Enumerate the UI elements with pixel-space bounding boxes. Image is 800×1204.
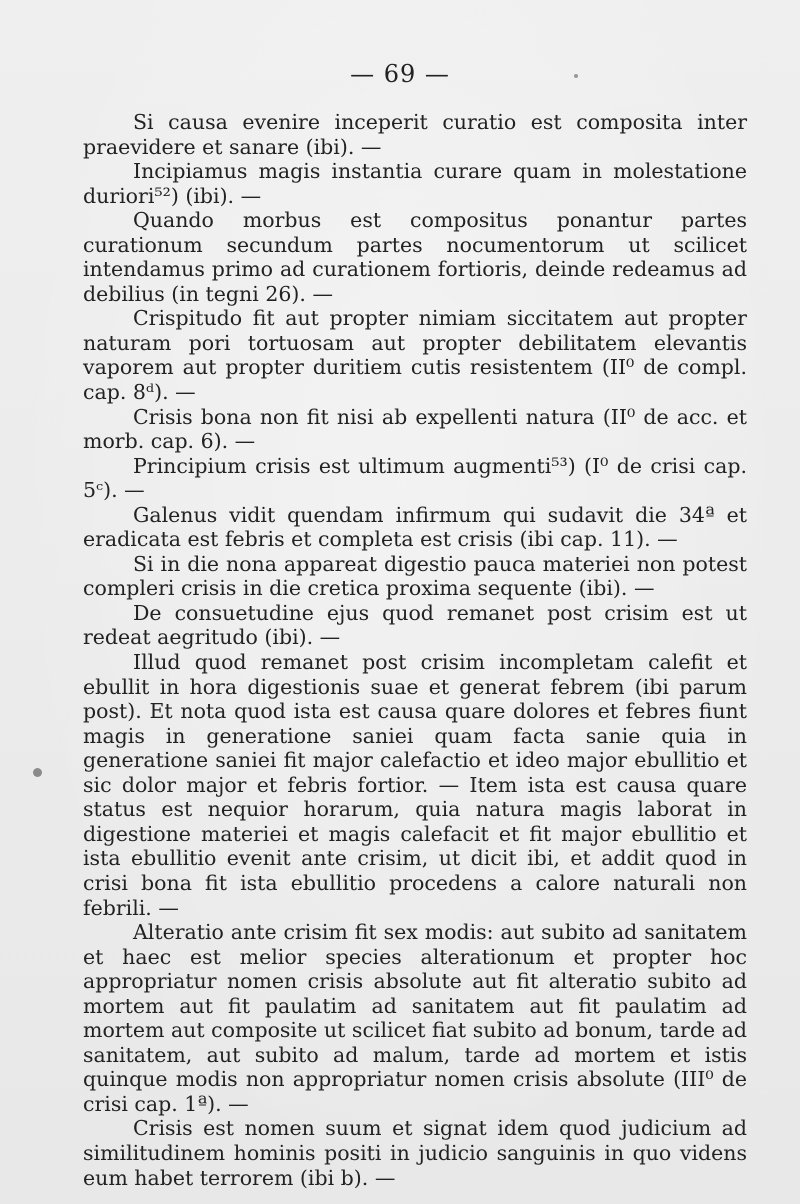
page-number-text: — 69 — [350,60,450,88]
paragraph: Crisis est nomen suum et signat idem quod judicium ad similitudinem hominis positi in judicio sanguinis in quo videns eum habet terrorem (ibi b). — [83,1116,747,1190]
speck-mark [574,74,578,78]
paragraph: Crispitudo fit aut propter nimiam siccitatem aut propter naturam pori tortuosam aut propter debilitatem elevantis vaporem aut propter duritiem cutis resistentem (II⁰ de compl. cap. 8ᵈ). — [83,306,747,405]
paragraph: Si in die nona appareat digestio pauca materiei non potest compleri crisis in die cretica proxima sequente (ibi). — [83,551,747,601]
paragraph: Galenus vidit quendam infirmum qui sudavit die 34ª et eradicata est febris et completa est crisis (ibi cap. 11). — [83,502,747,552]
paragraph: Si causa evenire inceperit curatio est composita inter praevidere et sanare (ibi). — [83,110,747,159]
paragraph: Incipiamus magis instantia curare quam in molestatione duriori⁵²) (ibi). — [83,159,747,208]
body-text [83,110,747,1190]
paragraph: Principium crisis est ultimum augmenti⁵³) (I⁰ de crisi cap. 5ᶜ). — [83,453,747,503]
paragraph: De consuetudine ejus quod remanet post crisim est ut redeat aegritudo (ibi). — [83,600,747,650]
paragraph: Crisis bona non fit nisi ab expellenti natura (II⁰ de acc. et morb. cap. 6). — [83,404,747,454]
paragraph: Illud quod remanet post crisim incompletam calefit et ebullit in hora digestionis suae et generat febrem (ibi parum post). Et nota quod ista est causa quare dolores et febres fiunt magis in generatione saniei quam facta sanie quia in generatione saniei fit major calefactio et ideo major ebullitio et sic dolor major et febris fortior. — Item ista est causa quare status est nequior horarum, quia natura magis laborat in digestione materiei et magis calefacit et fit major ebullitio et ista ebullitio evenit ante crisim, ut dicit ibi, et addit quod in crisi bona fit ista ebullitio procedens a calore naturali non febrili. — [83,650,747,920]
ink-spot [33,768,42,777]
paragraph: Alteratio ante crisim fit sex modis: aut subito ad sanitatem et haec est melior species alterationum et propter hoc appropriatur nomen crisis absolute aut fit alteratio subito ad mortem aut fit paulatim ad sanitatem aut fit paulatim ad mortem aut composite ut scilicet fiat subito ad bonum, tarde ad sanitatem, aut subito ad malum, tarde ad mortem et istis quinque modis non appropriatur nomen crisis absolute (III⁰ de crisi cap. 1ª). — [83,920,747,1116]
page-number [0,60,800,88]
paragraph: Quando morbus est compositus ponantur partes curationum secundum partes nocumentorum ut scilicet intendamus primo ad curationem fortioris, deinde redeamus ad debilius (in tegni 26). — [83,208,747,306]
